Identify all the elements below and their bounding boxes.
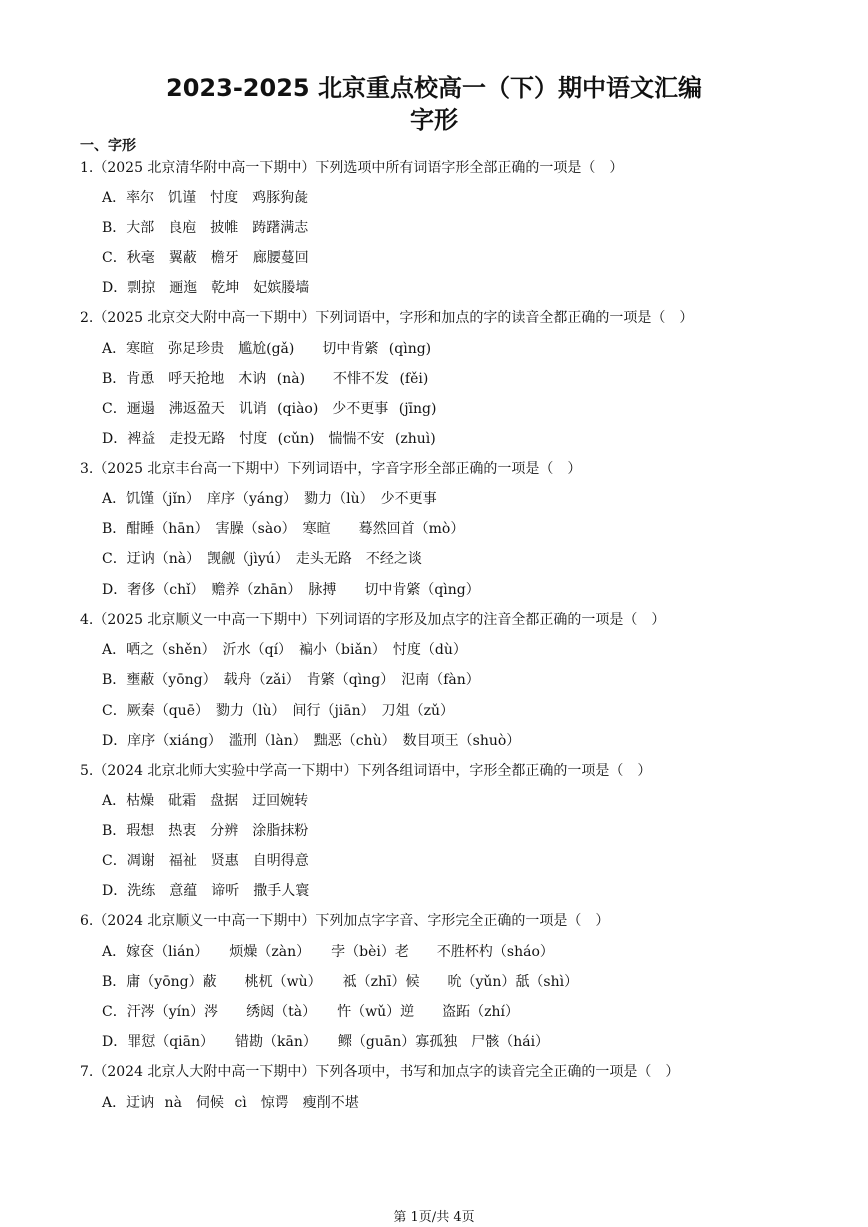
option-d: D．罪愆（qiān） 错勘（kān） 鳏（guān）寡孤独 尸骸（hái） <box>102 1034 550 1050</box>
option-d: D．剽掠 逦迤 乾坤 妃嫔媵墙 <box>102 280 310 296</box>
option-a: A．哂之（shěn） 沂水（qí） 褊小（biǎn） 忖度（dù） <box>102 642 467 658</box>
option-a: A．嫁奁（lián） 烦燥（zàn） 孛（bèi）老 不胜杯杓（sháo） <box>102 944 554 960</box>
option-c: C．迂讷（nà） 觊觎（jìyú） 走头无路 不经之谈 <box>102 551 422 567</box>
question-stem: 5.（2024 北京北师大实验中学高一下期中）下列各组词语中，字形全都正确的一项是（ ） <box>80 763 652 779</box>
option-b: B．大部 良庖 披帷 踌躇满志 <box>102 220 309 236</box>
option-b: B．壅蔽（yōng） 载舟（zǎi） 肯綮（qìng） 氾南（fàn） <box>102 672 480 688</box>
option-c: C．汗涔（yín）涔 绣闼（tà） 忤（wǔ）逆 盗跖（zhí） <box>102 1004 519 1020</box>
option-c: C．凋谢 福祉 贤惠 自明得意 <box>102 853 309 869</box>
page-subtitle: 字形 <box>410 106 458 134</box>
option-a: A．寒暄 弥足珍贵 尴尬(gǎ) 切中肯綮 (qìng) <box>102 341 432 357</box>
page-number: 第 1页/共 4页 <box>393 1210 475 1225</box>
option-c: C．厥秦（quē） 勠力（lù） 间行（jiān） 刀俎（zǔ） <box>102 703 455 719</box>
option-a: A．枯燥 砒霜 盘据 迂回婉转 <box>102 793 309 809</box>
option-b: B．瑕想 热衷 分辨 涂脂抹粉 <box>102 823 309 839</box>
question-stem: 6.（2024 北京顺义一中高一下期中）下列加点字字音、字形完全正确的一项是（ ） <box>80 913 610 929</box>
question-stem: 1.（2025 北京清华附中高一下期中）下列选项中所有词语字形全部正确的一项是（ ） <box>80 160 624 176</box>
option-b: B．酣睡（hān） 害臊（sào） 寒暄 蓦然回首（mò） <box>102 521 465 537</box>
question-stem: 2.（2025 北京交大附中高一下期中）下列词语中，字形和加点的字的读音全都正确的一项是（ ） <box>80 310 694 326</box>
section-heading: 一、字形 <box>80 138 136 154</box>
option-d: D．庠序（xiáng） 滥刑（làn） 黜恶（chù） 数目项王（shuò） <box>102 733 521 749</box>
option-d: D．洗练 意蕴 谛听 撒手人寰 <box>102 883 310 899</box>
option-a: A．饥馑（jǐn） 庠序（yáng） 勠力（lù） 少不更事 <box>102 491 437 507</box>
question-stem: 3.（2025 北京丰台高一下期中）下列词语中，字音字形全部正确的一项是（ ） <box>80 461 582 477</box>
option-d: D．奢侈（chǐ） 赡养（zhān） 脉搏 切中肯綮（qìng） <box>102 582 480 598</box>
question-stem: 7.（2024 北京人大附中高一下期中）下列各项中，书写和加点字的读音完全正确的一项是（ ） <box>80 1064 680 1080</box>
option-c: C．秋毫 翼蔽 檐牙 廊腰蔓回 <box>102 250 309 266</box>
option-d: D．裨益 走投无路 忖度 (cǔn) 惴惴不安 (zhuì) <box>102 431 436 447</box>
option-b: B．肯恿 呼天抢地 木讷 (nà) 不悱不发 (fěi) <box>102 371 429 387</box>
option-a: A．率尔 饥谨 忖度 鸡豚狗彘 <box>102 190 309 206</box>
question-stem: 4.（2025 北京顺义一中高一下期中）下列词语的字形及加点字的注音全都正确的一项是（ ） <box>80 612 666 628</box>
option-b: B．庸（yōng）蔽 桃杌（wù） 祗（zhī）候 吮（yǔn）舐（shì） <box>102 974 579 990</box>
option-c: C．逦遢 沸返盈天 讥诮 (qiào) 少不更事 (jīng) <box>102 401 437 417</box>
page-title: 2023-2025 北京重点校高一（下）期中语文汇编 <box>166 74 702 102</box>
option-a: A．迂讷 nà 伺候 cì 惊谔 瘦削不堪 <box>102 1095 359 1111</box>
